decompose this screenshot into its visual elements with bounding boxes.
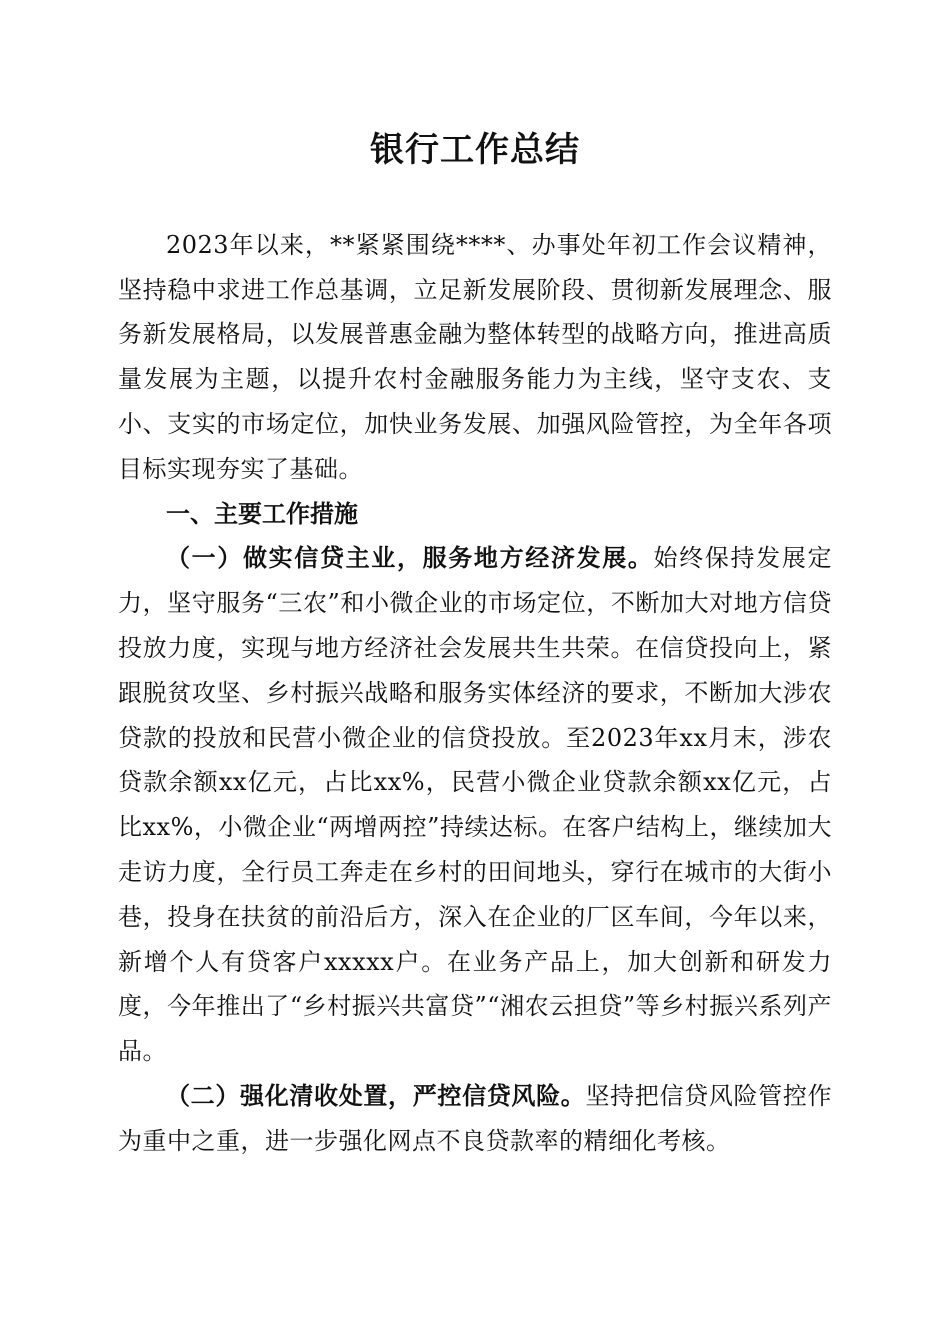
- intro-paragraph: 2023年以来，**紧紧围绕****、办事处年初工作会议精神，坚持稳中求进工作总基调，立足新发展阶段、贯彻新发展理念、服务新发展格局，以发展普惠金融为整体转型的战略方向，推进高质量发展为主题，以提升农村金融服务能力为主线，坚守支农、支小、支实的市场定位，加快业务发展、加强风险管控，为全年各项目标实现夯实了基础。: [118, 230, 832, 483]
- section-heading-main-measures: 一、主要工作措施: [166, 499, 358, 528]
- measure-item-2-body: 坚持把信贷风险管控作为重中之重，进一步强化网点不良贷款率的精细化考核。: [118, 1081, 833, 1155]
- measure-item-2-lead: （二）强化清收处置，严控信贷风险。: [166, 1080, 586, 1110]
- document-page: [118, 130, 832, 1164]
- measure-item-1-lead: （一）做实信贷主业，服务地方经济发展。: [166, 543, 654, 573]
- measure-item-1-body: 始终保持发展定力，坚守服务“三农”和小微企业的市场定位，不断加大对地方信贷投放力度，实现与地方经济社会发展共生共荣。在信贷投向上，紧跟脱贫攻坚、乡村振兴战略和服务实体经济的要求，不断加大涉农贷款的投放和民营小微企业的信贷投放。至2023年xx月末，涉农贷款余额xx亿元，占比xx%，民营小微企业贷款余额xx亿元，占比xx%，小微企业“两增两控”持续达标。在客户结构上，继续加大走访力度，全行员工奔走在乡村的田间地头，穿行在城市的大街小巷，投身在扶贫的前沿后方，深入在企业的厂区车间，今年以来，新增个人有贷客户xxxxx户。在业务产品上，加大创新和研发力度，今年推出了“乡村振兴共富贷”“湘农云担贷”等乡村振兴系列产品。: [118, 544, 833, 1066]
- measure-item-2: [118, 1074, 832, 1164]
- document-title: 银行工作总结: [370, 130, 580, 170]
- measure-item-1: [118, 536, 832, 1074]
